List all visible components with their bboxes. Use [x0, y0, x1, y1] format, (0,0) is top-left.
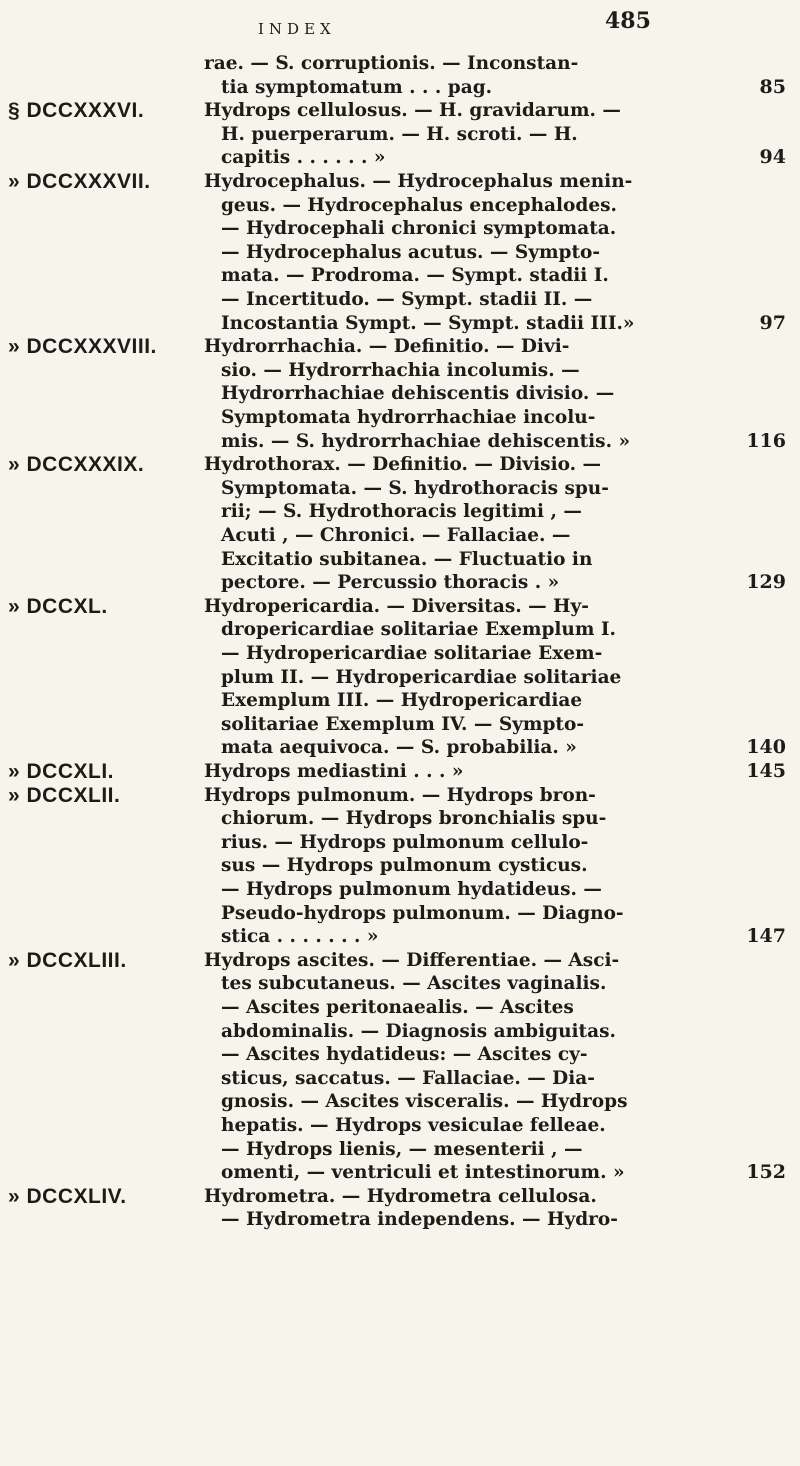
page-reference: 152: [746, 1161, 786, 1184]
entry-line: sticus, saccatus. — Fallaciae. — Dia-: [221, 1067, 595, 1089]
section-number: § DCCXXXVI.: [8, 99, 145, 123]
entry-line: — Hydrocephalus acutus. — Sympto-: [221, 241, 601, 263]
page-reference: 145: [746, 760, 786, 782]
page-reference: 140: [746, 736, 786, 759]
section-number: » DCCXLII.: [8, 783, 121, 807]
entry-line: Hydrops pulmonum. — Hydrops bron-: [204, 784, 596, 806]
entry-line: Excitatio subitanea. — Fluctuatio in: [221, 548, 593, 570]
entry-line: abdominalis. — Diagnosis ambiguitas.: [221, 1020, 616, 1042]
entry-line: mata. — Prodroma. — Sympt. stadii I.: [221, 265, 609, 287]
entry-line: geus. — Hydrocephalus encephalodes.: [221, 194, 617, 216]
entry-line: stica . . . . . . . »: [221, 926, 379, 948]
section-number: » DCCXXXVII.: [8, 170, 151, 193]
entry-line: sio. — Hydrorrhachia incolumis. —: [221, 359, 580, 381]
section-number: » DCCXLIII.: [8, 948, 127, 972]
entry-line: Symptomata hydrorrhachiae incolu-: [221, 406, 596, 428]
entry-line: Hydrorrhachia. — Definitio. — Divi-: [204, 336, 570, 358]
page-header: [0, 8, 800, 48]
section-number: » DCCXXXIX.: [8, 453, 145, 477]
entry-line: chiorum. — Hydrops bronchialis spu-: [221, 808, 607, 830]
section-number: » DCCXLI.: [8, 760, 115, 783]
entry-line: plum II. — Hydropericardiae solitariae: [221, 666, 622, 688]
entry-line: Acuti , — Chronici. — Fallaciae. —: [221, 524, 571, 546]
page-reference: 147: [746, 925, 786, 948]
entry-line: omenti, — ventriculi et intestinorum. »: [221, 1162, 625, 1184]
entry-line: — Ascites peritonaealis. — Ascites: [221, 996, 574, 1018]
entry-line: rius. — Hydrops pulmonum cellulo-: [221, 831, 589, 853]
entry-line: tes subcutaneus. — Ascites vaginalis.: [221, 973, 607, 995]
entry-line: rae. — S. corruptionis. — Inconstan-: [204, 53, 579, 74]
section-number: » DCCXL.: [8, 594, 108, 618]
entry-line: Hydrocephalus. — Hydrocephalus menin-: [204, 171, 633, 192]
running-title: INDEX: [258, 20, 336, 38]
entry-text: [204, 1185, 618, 1232]
entry-line: rii; — S. Hydrothoracis legitimi , —: [221, 501, 582, 523]
entry-line: tia symptomatum . . . pag.: [221, 76, 493, 98]
page-reference: 129: [746, 571, 786, 594]
page-number: 485: [605, 8, 651, 34]
page-reference: 94: [759, 146, 786, 169]
entry-text: [204, 170, 635, 335]
entry-line: Hydrothorax. — Definitio. — Divisio. —: [204, 454, 602, 476]
entry-line: — Incertitudo. — Sympt. stadii II. —: [221, 288, 593, 310]
entry-line: Hydrometra. — Hydrometra cellulosa.: [204, 1185, 597, 1207]
page-reference: 85: [759, 75, 786, 98]
section-number: » DCCXLIV.: [8, 1184, 127, 1208]
entry-text: [204, 52, 578, 99]
entry-text: [204, 760, 463, 784]
entry-line: Hydrorrhachiae dehiscentis divisio. —: [221, 383, 615, 405]
entry-line: sus — Hydrops pulmonum cysticus.: [221, 855, 588, 877]
entry-line: dropericardiae solitariae Exemplum I.: [221, 619, 616, 641]
entry-text: [204, 453, 609, 595]
entry-line: — Hydrocephali chronici symptomata.: [221, 218, 617, 240]
entry-line: capitis . . . . . . »: [221, 147, 386, 169]
section-number: » DCCXXXVIII.: [8, 335, 157, 359]
entry-line: H. puerperarum. — H. scroti. — H.: [221, 123, 578, 145]
entry-line: mis. — S. hydrorrhachiae dehiscentis. »: [221, 430, 631, 452]
entry-line: Pseudo-hydrops pulmonum. — Diagno-: [221, 902, 624, 924]
entry-line: — Hydrometra independens. — Hydro-: [221, 1209, 618, 1231]
entry-line: Exemplum III. — Hydropericardiae: [221, 690, 583, 712]
entry-line: Hydrops ascites. — Differentiae. — Asci-: [204, 949, 620, 971]
entry-line: — Hydrops pulmonum hydatideus. —: [221, 878, 602, 900]
entry-line: — Ascites hydatideus: — Ascites cy-: [221, 1044, 588, 1066]
entry-line: Symptomata. — S. hydrothoracis spu-: [221, 477, 609, 499]
page-reference: 116: [746, 429, 786, 452]
entry-line: pectore. — Percussio thoracis . »: [221, 572, 560, 594]
entry-text: [204, 335, 630, 453]
entry-text: [204, 949, 628, 1185]
entry-line: Incostantia Sympt. — Sympt. stadii III.»: [221, 312, 635, 334]
entry-text: [204, 99, 621, 170]
entry-line: Hydrops cellulosus. — H. gravidarum. —: [204, 100, 621, 122]
entry-line: Hydrops mediastini . . . »: [204, 761, 464, 782]
entry-line: hepatis. — Hydrops vesiculae felleae.: [221, 1114, 606, 1136]
entry-text: [204, 595, 621, 760]
entry-line: Hydropericardia. — Diversitas. — Hy-: [204, 595, 589, 617]
entry-line: gnosis. — Ascites visceralis. — Hydrops: [221, 1091, 628, 1113]
entry-line: mata aequivoca. — S. probabilia. »: [221, 737, 577, 759]
entry-line: — Hydropericardiae solitariae Exem-: [221, 642, 603, 664]
entry-line: solitariae Exemplum IV. — Sympto-: [221, 713, 584, 735]
page-reference: 97: [759, 311, 786, 334]
entry-line: — Hydrops lienis, — mesenterii , —: [221, 1138, 583, 1160]
entry-text: [204, 784, 624, 949]
